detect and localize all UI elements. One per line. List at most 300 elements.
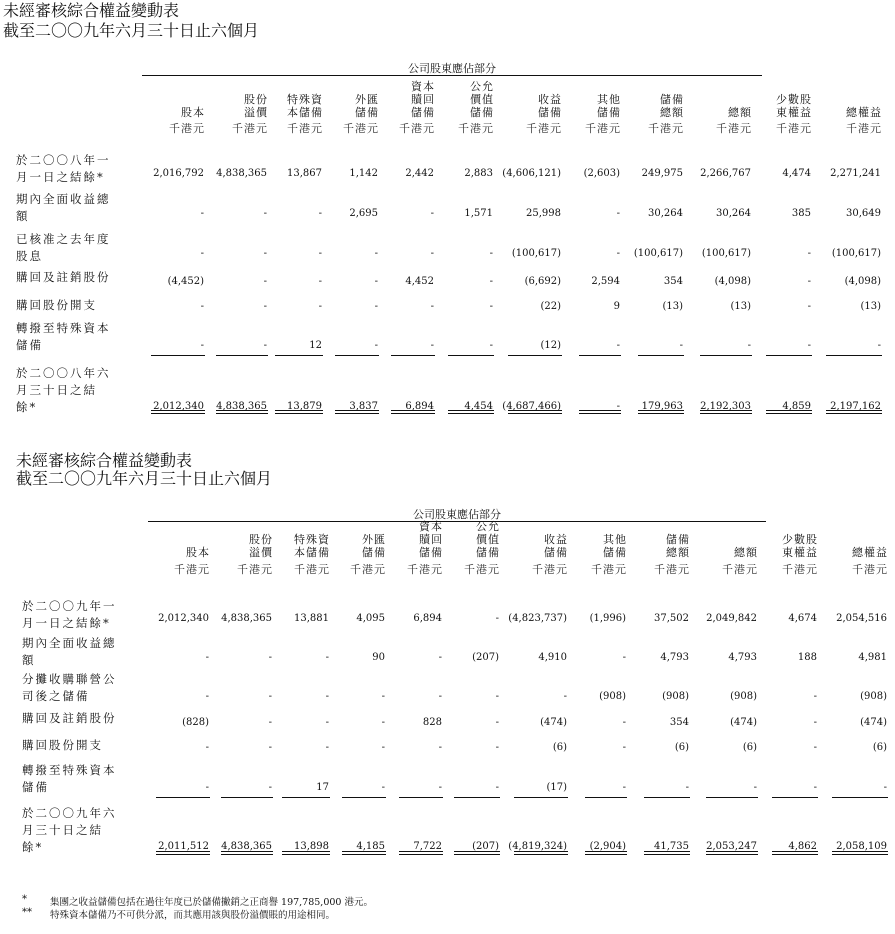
cell-value: (13) xyxy=(662,301,683,312)
cell-value: - xyxy=(381,782,385,793)
column-unit: 千港元 xyxy=(591,563,627,576)
cell-value: 4,981 xyxy=(858,652,887,663)
total-rule xyxy=(638,355,684,356)
cell-value: (22) xyxy=(540,301,561,312)
column-unit: 千港元 xyxy=(350,563,386,576)
cell-value: (908) xyxy=(599,691,626,702)
total-rule xyxy=(282,797,330,798)
cell-value: - xyxy=(807,340,811,351)
column-header: 股本 xyxy=(186,546,210,559)
column-header: 儲備 總額 xyxy=(666,533,690,559)
cell-value: (4,098) xyxy=(844,276,881,287)
cell-value: - xyxy=(325,652,329,663)
cell-value: - xyxy=(622,742,626,753)
total-double-rule xyxy=(508,410,562,411)
cell-value: 1,571 xyxy=(464,208,493,219)
cell-value: - xyxy=(205,691,209,702)
cell-value: (207) xyxy=(472,841,499,852)
cell-value: (6) xyxy=(674,742,689,753)
total-double-rule xyxy=(399,854,443,855)
cell-value: 25,998 xyxy=(526,208,561,219)
cell-value: 2,695 xyxy=(349,208,378,219)
row-label: 購回及註銷股份 xyxy=(16,270,111,284)
total-double-rule xyxy=(282,851,330,852)
cell-value: - xyxy=(381,717,385,728)
column-header: 股份 溢價 xyxy=(244,93,268,119)
total-rule xyxy=(454,797,500,798)
cell-value: 90 xyxy=(372,652,385,663)
cell-value: - xyxy=(883,782,887,793)
cell-value: - xyxy=(430,301,434,312)
statement-period: 截至二〇〇九年六月三十日止六個月 xyxy=(3,21,260,40)
total-double-rule xyxy=(391,413,435,414)
total-rule xyxy=(706,797,758,798)
cell-value: - xyxy=(200,340,204,351)
total-rule xyxy=(700,355,752,356)
column-header: 特殊資 本儲備 xyxy=(287,93,323,119)
column-unit: 千港元 xyxy=(169,122,205,135)
cell-value: 37,502 xyxy=(654,613,689,624)
total-double-rule xyxy=(335,410,379,411)
statement-title: 未經審核綜合權益變動表 xyxy=(3,1,180,20)
total-double-rule xyxy=(579,413,621,414)
cell-value: - xyxy=(263,248,267,259)
cell-value: 13,881 xyxy=(294,613,329,624)
cell-value: 4,454 xyxy=(464,401,493,412)
total-double-rule xyxy=(275,410,323,411)
column-header: 收益 儲備 xyxy=(544,533,568,559)
cell-value: 9 xyxy=(613,301,620,312)
row-label: 轉撥至特殊資本 儲備 xyxy=(16,321,111,352)
cell-value: - xyxy=(430,340,434,351)
total-double-rule xyxy=(638,410,684,411)
cell-value: (12) xyxy=(540,340,561,351)
cell-value: - xyxy=(813,691,817,702)
total-double-rule xyxy=(156,854,210,855)
cell-value: 6,894 xyxy=(413,613,442,624)
total-double-rule xyxy=(514,851,568,852)
total-double-rule xyxy=(151,410,205,411)
column-unit: 千港元 xyxy=(722,563,758,576)
column-header: 公允 價值 儲備 xyxy=(470,80,494,119)
cell-value: 4,910 xyxy=(538,652,567,663)
footnote-mark: * xyxy=(22,894,27,905)
column-unit: 千港元 xyxy=(526,122,562,135)
cell-value: (4,687,466) xyxy=(502,401,561,412)
total-rule xyxy=(151,355,205,356)
row-label: 期內全面收益總 額 xyxy=(16,192,111,223)
cell-value: (2,603) xyxy=(583,168,620,179)
cell-value: - xyxy=(430,248,434,259)
cell-value: (6) xyxy=(872,742,887,753)
cell-value: - xyxy=(438,782,442,793)
cell-value: - xyxy=(325,717,329,728)
cell-value: 2,594 xyxy=(591,276,620,287)
column-unit: 千港元 xyxy=(852,563,888,576)
total-double-rule xyxy=(832,854,888,855)
column-header: 外匯 儲備 xyxy=(355,93,379,119)
cell-value: 1,142 xyxy=(349,168,378,179)
row-label: 分攤收購聯營公 司後之儲備 xyxy=(22,672,117,703)
cell-value: - xyxy=(495,613,499,624)
statement-period: 截至二〇〇九年六月三十日止六個月 xyxy=(16,469,273,488)
cell-value: - xyxy=(495,717,499,728)
total-double-rule xyxy=(772,851,818,852)
total-double-rule xyxy=(766,413,812,414)
total-double-rule xyxy=(644,851,690,852)
column-header: 股本 xyxy=(181,106,205,119)
column-unit: 千港元 xyxy=(343,122,379,135)
total-double-rule xyxy=(826,413,882,414)
cell-value: - xyxy=(200,208,204,219)
cell-value: 4,474 xyxy=(782,168,811,179)
cell-value: 249,975 xyxy=(641,168,683,179)
cell-value: 188 xyxy=(797,652,817,663)
cell-value: - xyxy=(685,782,689,793)
cell-value: (474) xyxy=(540,717,567,728)
total-rule xyxy=(216,355,268,356)
total-double-rule xyxy=(700,413,752,414)
column-unit: 千港元 xyxy=(782,563,818,576)
cell-value: - xyxy=(325,691,329,702)
cell-value: (6) xyxy=(742,742,757,753)
cell-value: - xyxy=(205,652,209,663)
cell-value: - xyxy=(489,276,493,287)
cell-value: - xyxy=(374,248,378,259)
total-double-rule xyxy=(832,851,888,852)
total-double-rule xyxy=(638,413,684,414)
column-header: 總權益 xyxy=(846,106,882,119)
cell-value: - xyxy=(877,340,881,351)
column-unit: 千港元 xyxy=(648,122,684,135)
cell-value: - xyxy=(318,248,322,259)
total-double-rule xyxy=(221,854,273,855)
cell-value: 4,838,365 xyxy=(221,613,272,624)
cell-value: 4,859 xyxy=(782,401,811,412)
cell-value: 4,793 xyxy=(660,652,689,663)
total-rule xyxy=(644,797,690,798)
cell-value: (908) xyxy=(662,691,689,702)
total-double-rule xyxy=(826,410,882,411)
footnote-mark: ** xyxy=(22,907,32,918)
column-unit: 千港元 xyxy=(716,122,752,135)
cell-value: (100,617) xyxy=(831,248,881,259)
cell-value: - xyxy=(438,742,442,753)
cell-value: (100,617) xyxy=(511,248,561,259)
total-double-rule xyxy=(335,413,379,414)
cell-value: 30,649 xyxy=(846,208,881,219)
column-header: 其他 儲備 xyxy=(603,533,627,559)
cell-value: 2,049,842 xyxy=(706,613,757,624)
cell-value: 4,862 xyxy=(788,841,817,852)
cell-value: 4,674 xyxy=(788,613,817,624)
cell-value: - xyxy=(489,340,493,351)
row-label: 於二〇〇八年六 月三十日之結 餘* xyxy=(16,366,111,414)
column-unit: 千港元 xyxy=(237,563,273,576)
column-header: 收益 儲備 xyxy=(538,93,562,119)
cell-value: - xyxy=(268,782,272,793)
cell-value: - xyxy=(318,276,322,287)
cell-value: - xyxy=(438,652,442,663)
total-double-rule xyxy=(766,410,812,411)
total-rule xyxy=(579,355,621,356)
total-rule xyxy=(448,355,494,356)
row-label: 於二〇〇九年一 月一日之結餘* xyxy=(22,599,117,630)
cell-value: - xyxy=(430,208,434,219)
cell-value: 12 xyxy=(309,340,322,351)
total-double-rule xyxy=(454,851,500,852)
row-label: 期內全面收益總 額 xyxy=(22,636,117,667)
column-header: 特殊資 本儲備 xyxy=(294,533,330,559)
column-unit: 千港元 xyxy=(232,122,268,135)
cell-value: - xyxy=(616,248,620,259)
cell-value: - xyxy=(616,401,620,412)
cell-value: - xyxy=(807,248,811,259)
cell-value: 6,894 xyxy=(405,401,434,412)
total-rule xyxy=(342,797,386,798)
column-header: 儲備 總額 xyxy=(660,93,684,119)
cell-value: (828) xyxy=(182,717,209,728)
cell-value: 30,264 xyxy=(648,208,683,219)
cell-value: (4,098) xyxy=(714,276,751,287)
column-unit: 千港元 xyxy=(776,122,812,135)
total-rule xyxy=(391,355,435,356)
total-double-rule xyxy=(448,413,494,414)
cell-value: (4,606,121) xyxy=(502,168,561,179)
total-rule xyxy=(832,797,888,798)
column-header: 公允 價值 儲備 xyxy=(476,520,500,559)
column-header: 資本 贖回 儲備 xyxy=(411,80,435,119)
cell-value: - xyxy=(268,691,272,702)
total-double-rule xyxy=(156,851,210,852)
cell-value: 13,867 xyxy=(287,168,322,179)
total-rule xyxy=(275,355,323,356)
cell-value: - xyxy=(263,208,267,219)
cell-value: - xyxy=(205,742,209,753)
total-double-rule xyxy=(221,851,273,852)
cell-value: - xyxy=(374,301,378,312)
cell-value: 2,197,162 xyxy=(830,401,881,412)
total-double-rule xyxy=(275,413,323,414)
cell-value: 3,837 xyxy=(349,401,378,412)
cell-value: - xyxy=(616,340,620,351)
total-double-rule xyxy=(644,854,690,855)
total-double-rule xyxy=(216,413,268,414)
cell-value: - xyxy=(622,782,626,793)
cell-value: 2,053,247 xyxy=(706,841,757,852)
total-double-rule xyxy=(448,410,494,411)
statement-title: 未經審核綜合權益變動表 xyxy=(16,451,193,470)
row-label: 於二〇〇九年六 月三十日之結 餘* xyxy=(22,806,117,854)
cell-value: (474) xyxy=(860,717,887,728)
cell-value: - xyxy=(622,652,626,663)
column-unit: 千港元 xyxy=(294,563,330,576)
cell-value: 17 xyxy=(316,782,329,793)
cell-value: 2,012,340 xyxy=(158,613,209,624)
cell-value: (13) xyxy=(730,301,751,312)
column-unit: 千港元 xyxy=(654,563,690,576)
cell-value: - xyxy=(679,340,683,351)
cell-value: 385 xyxy=(791,208,811,219)
cell-value: (4,823,737) xyxy=(508,613,567,624)
cell-value: - xyxy=(205,782,209,793)
column-header: 總額 xyxy=(728,106,752,119)
cell-value: - xyxy=(381,742,385,753)
cell-value: 4,838,365 xyxy=(221,841,272,852)
cell-value: 2,192,303 xyxy=(700,401,751,412)
column-unit: 千港元 xyxy=(585,122,621,135)
cell-value: (4,452) xyxy=(167,276,204,287)
cell-value: - xyxy=(813,717,817,728)
total-double-rule xyxy=(514,854,568,855)
cell-value: 2,883 xyxy=(464,168,493,179)
cell-value: 4,185 xyxy=(356,841,385,852)
total-double-rule xyxy=(342,851,386,852)
cell-value: - xyxy=(747,340,751,351)
total-rule xyxy=(508,355,562,356)
cell-value: 2,058,109 xyxy=(836,841,887,852)
total-rule xyxy=(772,797,818,798)
total-double-rule xyxy=(216,410,268,411)
cell-value: 2,054,516 xyxy=(836,613,887,624)
cell-value: 2,016,792 xyxy=(153,168,204,179)
column-header: 少數股 東權益 xyxy=(776,93,812,119)
cell-value: 4,838,365 xyxy=(216,168,267,179)
total-double-rule xyxy=(342,854,386,855)
total-double-rule xyxy=(706,851,758,852)
cell-value: - xyxy=(622,717,626,728)
total-double-rule xyxy=(399,851,443,852)
column-header: 股份 溢價 xyxy=(249,533,273,559)
cell-value: - xyxy=(268,652,272,663)
row-label: 購回及註銷股份 xyxy=(22,711,117,725)
total-rule xyxy=(156,797,210,798)
cell-value: - xyxy=(374,276,378,287)
total-rule xyxy=(335,355,379,356)
cell-value: - xyxy=(200,248,204,259)
cell-value: 354 xyxy=(669,717,689,728)
cell-value: (6,692) xyxy=(524,276,561,287)
total-double-rule xyxy=(282,854,330,855)
cell-value: 4,452 xyxy=(405,276,434,287)
cell-value: 2,012,340 xyxy=(153,401,204,412)
column-header: 資本 贖回 儲備 xyxy=(419,520,443,559)
total-double-rule xyxy=(508,413,562,414)
total-double-rule xyxy=(579,410,621,411)
group-label: 公司股東應佔部分 xyxy=(413,508,501,521)
cell-value: (17) xyxy=(546,782,567,793)
cell-value: 2,442 xyxy=(405,168,434,179)
row-label: 購回股份開支 xyxy=(16,298,97,312)
total-rule xyxy=(221,797,273,798)
column-unit: 千港元 xyxy=(407,563,443,576)
cell-value: - xyxy=(318,301,322,312)
footnote-text: 特殊資本儲備乃不可供分派，而其應用該與股份溢價賬的用途相同。 xyxy=(50,910,336,921)
column-unit: 千港元 xyxy=(174,563,210,576)
cell-value: - xyxy=(268,717,272,728)
total-double-rule xyxy=(454,854,500,855)
row-label: 已核准之去年度 股息 xyxy=(16,232,111,263)
total-double-rule xyxy=(585,851,627,852)
cell-value: - xyxy=(489,301,493,312)
cell-value: - xyxy=(813,742,817,753)
cell-value: 354 xyxy=(663,276,683,287)
column-unit: 千港元 xyxy=(846,122,882,135)
cell-value: - xyxy=(489,248,493,259)
column-header: 少數股 東權益 xyxy=(782,533,818,559)
column-unit: 千港元 xyxy=(532,563,568,576)
row-label: 於二〇〇八年一 月一日之結餘* xyxy=(16,153,111,184)
total-double-rule xyxy=(391,410,435,411)
cell-value: - xyxy=(318,208,322,219)
cell-value: 2,271,241 xyxy=(830,168,881,179)
cell-value: 2,266,767 xyxy=(700,168,751,179)
cell-value: - xyxy=(813,782,817,793)
total-double-rule xyxy=(772,854,818,855)
footnote-text: 集團之收益儲備包括在過往年度已於儲備撇銷之正商譽 197,785,000 港元。 xyxy=(50,897,373,908)
cell-value: 179,963 xyxy=(641,401,683,412)
cell-value: - xyxy=(495,742,499,753)
column-header: 總額 xyxy=(734,546,758,559)
column-header: 外匯 儲備 xyxy=(362,533,386,559)
cell-value: 41,735 xyxy=(654,841,689,852)
row-label: 轉撥至特殊資本 儲備 xyxy=(22,763,117,794)
total-double-rule xyxy=(585,854,627,855)
cell-value: - xyxy=(268,742,272,753)
cell-value: 2,011,512 xyxy=(158,841,209,852)
group-rule xyxy=(142,75,762,76)
cell-value: (908) xyxy=(730,691,757,702)
cell-value: - xyxy=(263,276,267,287)
cell-value: (474) xyxy=(730,717,757,728)
column-header: 總權益 xyxy=(852,546,888,559)
cell-value: - xyxy=(374,340,378,351)
cell-value: - xyxy=(616,208,620,219)
cell-value: (1,996) xyxy=(589,613,626,624)
cell-value: 13,898 xyxy=(294,841,329,852)
row-label: 購回股份開支 xyxy=(22,738,103,752)
cell-value: (908) xyxy=(860,691,887,702)
cell-value: - xyxy=(263,340,267,351)
column-unit: 千港元 xyxy=(287,122,323,135)
cell-value: (6) xyxy=(552,742,567,753)
cell-value: - xyxy=(563,691,567,702)
group-label: 公司股東應佔部分 xyxy=(408,62,496,75)
cell-value: (2,904) xyxy=(589,841,626,852)
cell-value: - xyxy=(807,301,811,312)
cell-value: (100,617) xyxy=(633,248,683,259)
total-rule xyxy=(514,797,568,798)
column-header: 其他 儲備 xyxy=(597,93,621,119)
cell-value: - xyxy=(381,691,385,702)
column-unit: 千港元 xyxy=(399,122,435,135)
cell-value: 4,793 xyxy=(728,652,757,663)
total-double-rule xyxy=(706,854,758,855)
cell-value: - xyxy=(495,691,499,702)
total-double-rule xyxy=(700,410,752,411)
cell-value: - xyxy=(200,301,204,312)
cell-value: 828 xyxy=(422,717,442,728)
cell-value: (13) xyxy=(860,301,881,312)
cell-value: 30,264 xyxy=(716,208,751,219)
cell-value: 4,095 xyxy=(356,613,385,624)
total-rule xyxy=(826,355,882,356)
cell-value: (207) xyxy=(472,652,499,663)
total-rule xyxy=(766,355,812,356)
cell-value: - xyxy=(325,742,329,753)
cell-value: - xyxy=(495,782,499,793)
cell-value: 13,879 xyxy=(287,401,322,412)
